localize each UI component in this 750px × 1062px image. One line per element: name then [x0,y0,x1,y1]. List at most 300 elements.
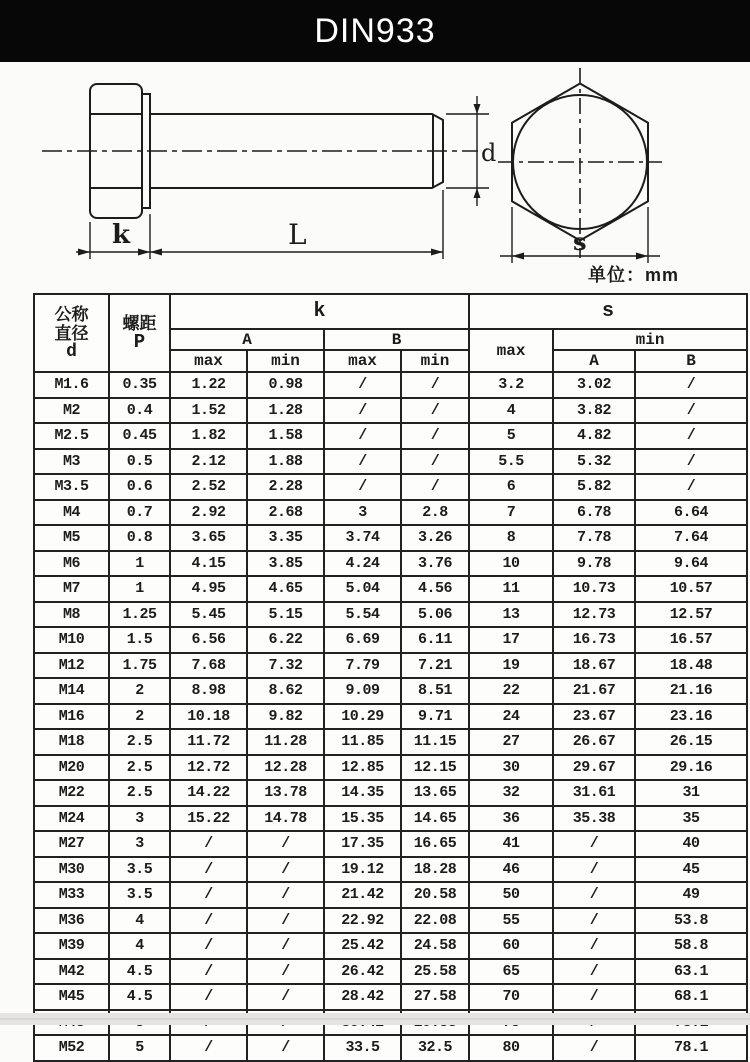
table-cell: / [247,857,324,883]
table-cell: 70 [469,984,553,1010]
row-label: M45 [34,984,109,1010]
table-cell: 10.73 [553,576,635,602]
table-cell: 10.57 [635,576,747,602]
table-cell: 0.4 [109,398,170,424]
row-label: M6 [34,551,109,577]
row-label: M42 [34,959,109,985]
table-cell: / [401,398,469,424]
col-header-k-b-max: max [324,350,401,372]
table-cell: 0.98 [247,372,324,398]
table-cell: 11.72 [170,729,247,755]
table-cell: / [553,882,635,908]
row-label: M5 [34,525,109,551]
table-cell: 7.68 [170,653,247,679]
arrow-k-right [150,249,162,256]
table-cell: 50 [469,882,553,908]
table-row [34,423,747,449]
col-header-k-a-min: min [247,350,324,372]
table-cell: 3.82 [553,398,635,424]
table-cell: 18.48 [635,653,747,679]
table-cell: 3.02 [553,372,635,398]
table-cell: 8.51 [401,678,469,704]
row-label: M22 [34,780,109,806]
table-cell: 32 [469,780,553,806]
table-row [34,500,747,526]
table-cell: 26.42 [324,959,401,985]
table-cell: 30 [469,755,553,781]
table-cell: 1 [109,551,170,577]
table-cell: 5.06 [401,602,469,628]
table-cell: 5.04 [324,576,401,602]
table-cell: 11 [469,576,553,602]
table-cell: 6.22 [247,627,324,653]
table-cell: 28.42 [324,984,401,1010]
table-cell: 12.85 [324,755,401,781]
table-cell: 45 [635,857,747,883]
table-cell: 19 [469,653,553,679]
col-header-s-min-b: B [635,350,747,372]
table-cell: 29.16 [635,755,747,781]
pitch-symbol: P [133,331,146,353]
arrow-s-left [512,253,524,260]
table-cell: 0.7 [109,500,170,526]
table-cell: 17 [469,627,553,653]
table-cell: 3.35 [247,525,324,551]
row-label: M24 [34,806,109,832]
table-cell: / [401,474,469,500]
table-cell: 3.85 [247,551,324,577]
table-cell: 22.08 [401,908,469,934]
table-cell: 5.45 [170,602,247,628]
table-cell: 78.1 [635,1035,747,1061]
table-cell: 3.5 [109,857,170,883]
pitch-label: 螺距 [122,314,157,333]
table-cell: 9.78 [553,551,635,577]
table-cell: / [324,449,401,475]
table-cell: 15.22 [170,806,247,832]
dim-d-label: d [481,139,497,167]
table-cell: 11.15 [401,729,469,755]
table-cell: 1.52 [170,398,247,424]
table-cell: / [170,857,247,883]
table-cell: 4.56 [401,576,469,602]
table-cell: 23.16 [635,704,747,730]
table-cell: / [247,831,324,857]
row-label: M18 [34,729,109,755]
table-cell: 2.68 [247,500,324,526]
table-cell: 8.98 [170,678,247,704]
table-body [34,372,747,1061]
table-cell: 4.24 [324,551,401,577]
table-cell: / [553,908,635,934]
title-banner [0,0,750,62]
table-row [34,755,747,781]
table-cell: 0.45 [109,423,170,449]
table-cell: / [401,449,469,475]
row-label: M52 [34,1035,109,1061]
table-cell: 4 [109,908,170,934]
row-label: M3.5 [34,474,109,500]
table-cell: 18.28 [401,857,469,883]
table-cell: 8 [469,525,553,551]
table-cell: 3.76 [401,551,469,577]
row-label: M8 [34,602,109,628]
table-row [34,729,747,755]
table-cell: 12.57 [635,602,747,628]
table-cell: 25.58 [401,959,469,985]
table-cell: / [553,984,635,1010]
table-cell: 20.58 [401,882,469,908]
table-cell: 1.5 [109,627,170,653]
row-label: M12 [34,653,109,679]
table-cell: 13.65 [401,780,469,806]
row-label: M4 [34,500,109,526]
table-row [34,933,747,959]
table-cell: 18.67 [553,653,635,679]
col-group-k: k [170,294,469,329]
table-cell: / [247,984,324,1010]
table-cell: / [324,423,401,449]
table-cell: / [401,372,469,398]
table-cell: 22 [469,678,553,704]
nominal-diameter-line2: 直径 [54,323,89,343]
table-cell: 2 [109,678,170,704]
table-cell: 21.16 [635,678,747,704]
table-cell: 7 [469,500,553,526]
table-cell: 6.78 [553,500,635,526]
row-label: M2.5 [34,423,109,449]
table-cell: 10.29 [324,704,401,730]
table-cell: 16.57 [635,627,747,653]
table-cell: 3.5 [109,882,170,908]
table-row [34,984,747,1010]
table-cell: / [553,933,635,959]
table-cell: 1.28 [247,398,324,424]
table-cell: 26.15 [635,729,747,755]
table-cell: 3.26 [401,525,469,551]
col-group-k-b: B [324,329,469,350]
table-cell: 12.28 [247,755,324,781]
table-cell: 7.78 [553,525,635,551]
table-cell: 7.79 [324,653,401,679]
table-cell: / [170,908,247,934]
table-cell: 3.65 [170,525,247,551]
table-cell: 0.8 [109,525,170,551]
arrow-k-left [78,249,90,256]
row-label: M39 [34,933,109,959]
table-cell: 5.32 [553,449,635,475]
table-cell: 15.35 [324,806,401,832]
table-cell: 1.22 [170,372,247,398]
arrow-d-bottom [474,188,481,198]
col-header-nominal-diameter [34,294,109,372]
row-label: M1.6 [34,372,109,398]
table-cell: 4.5 [109,959,170,985]
table-cell: 10.18 [170,704,247,730]
table-cell: 17.35 [324,831,401,857]
table-cell: 1.82 [170,423,247,449]
table-cell: 27 [469,729,553,755]
col-group-s-min: min [553,329,747,350]
table-cell: 1.75 [109,653,170,679]
table-cell: / [553,1035,635,1061]
table-cell: 3 [109,831,170,857]
table-cell: 53.8 [635,908,747,934]
table-row [34,831,747,857]
table-cell: 13 [469,602,553,628]
table-cell: 23.67 [553,704,635,730]
table-cell: 35 [635,806,747,832]
table-cell: 4.5 [109,984,170,1010]
table-cell: 41 [469,831,553,857]
table-cell: 68.1 [635,984,747,1010]
row-label: M14 [34,678,109,704]
table-cell: 14.78 [247,806,324,832]
arrow-d-top [474,104,481,114]
bolt-drawing-svg [0,62,750,292]
table-cell: 1.58 [247,423,324,449]
table-cell: 0.5 [109,449,170,475]
arrow-l-left [138,249,150,256]
table-cell: / [324,474,401,500]
arrow-s-right [636,253,648,260]
row-label: M30 [34,857,109,883]
table-cell: 9.09 [324,678,401,704]
table-cell: / [247,959,324,985]
table-cell: 21.67 [553,678,635,704]
table-cell: 6.64 [635,500,747,526]
table-cell: 4.95 [170,576,247,602]
table-cell: 9.64 [635,551,747,577]
table-row [34,882,747,908]
table-row [34,1035,747,1061]
table-cell: 4.15 [170,551,247,577]
technical-drawing [0,62,750,292]
table-cell: 3 [109,806,170,832]
table-cell: 6.11 [401,627,469,653]
table-cell: 5.5 [469,449,553,475]
table-cell: 33.5 [324,1035,401,1061]
table-cell: 3 [324,500,401,526]
table-cell: 55 [469,908,553,934]
table-cell: / [247,933,324,959]
table-cell: 12.72 [170,755,247,781]
row-label: M33 [34,882,109,908]
table-row [34,398,747,424]
table-cell: 8.62 [247,678,324,704]
table-cell: / [324,372,401,398]
row-label: M27 [34,831,109,857]
table-cell: 2.52 [170,474,247,500]
table-row [34,551,747,577]
table-row [34,908,747,934]
dim-s-label: s [573,227,587,256]
col-group-k-a: A [170,329,324,350]
table-cell: 13.78 [247,780,324,806]
table-cell: 14.35 [324,780,401,806]
table-cell: 22.92 [324,908,401,934]
dim-k-label: k [112,220,131,250]
col-header-s-max: max [469,329,553,372]
table-cell: 3.2 [469,372,553,398]
table-cell: 31.61 [553,780,635,806]
table-cell: 9.82 [247,704,324,730]
table-cell: 7.32 [247,653,324,679]
table-cell: 58.8 [635,933,747,959]
table-cell: 4.65 [247,576,324,602]
table-cell: 6.69 [324,627,401,653]
row-label: M36 [34,908,109,934]
table-cell: 2 [109,704,170,730]
table-cell: 1.25 [109,602,170,628]
table-cell: / [170,984,247,1010]
table-cell: / [170,882,247,908]
table-row [34,602,747,628]
table-cell: 16.65 [401,831,469,857]
table-cell: 10 [469,551,553,577]
table-cell: 26.67 [553,729,635,755]
table-cell: 4 [469,398,553,424]
table-cell: 12.73 [553,602,635,628]
table-cell: 6 [469,474,553,500]
table-cell: 9.71 [401,704,469,730]
table-row [34,525,747,551]
table-cell: 2.92 [170,500,247,526]
table-cell: / [170,1035,247,1061]
table-row [34,857,747,883]
table-cell: / [247,882,324,908]
nominal-diameter-line1: 公称 [54,304,89,324]
table-cell: / [635,474,747,500]
table-cell: 46 [469,857,553,883]
table-cell: / [635,398,747,424]
unit-label: 单位：mm [588,265,680,285]
col-header-k-b-min: min [401,350,469,372]
col-header-pitch [109,294,170,372]
table-cell: / [553,831,635,857]
table-cell: 31 [635,780,747,806]
table-cell: 5.82 [553,474,635,500]
table-cell: / [635,449,747,475]
table-cell: 5 [469,423,553,449]
nominal-diameter-symbol: d [66,341,77,362]
table-cell: 19.12 [324,857,401,883]
table-cell: 2.5 [109,755,170,781]
table-row [34,704,747,730]
table-header [34,294,747,372]
table-cell: 7.64 [635,525,747,551]
col-header-s-min-a: A [553,350,635,372]
table-row [34,806,747,832]
arrow-l-right [431,249,443,256]
table-cell: / [247,1035,324,1061]
table-cell: 1 [109,576,170,602]
table-cell: / [170,831,247,857]
row-label: M10 [34,627,109,653]
table-cell: 6.56 [170,627,247,653]
page-title: DIN933 [314,11,436,50]
table-cell: 24.58 [401,933,469,959]
row-label: M7 [34,576,109,602]
table-cell: / [170,959,247,985]
table-row [34,678,747,704]
table-cell: 7.21 [401,653,469,679]
table-cell: 4 [109,933,170,959]
table-cell: / [553,959,635,985]
table-cell: / [635,423,747,449]
row-label: M16 [34,704,109,730]
table-row [34,449,747,475]
table-cell: 49 [635,882,747,908]
table-cell: 27.58 [401,984,469,1010]
table-cell: 4.82 [553,423,635,449]
table-cell: 29.67 [553,755,635,781]
col-header-k-a-max: max [170,350,247,372]
table-row [34,627,747,653]
table-cell: / [401,423,469,449]
table-cell: / [170,933,247,959]
table-cell: / [635,372,747,398]
table-cell: 0.6 [109,474,170,500]
row-label: M3 [34,449,109,475]
table-cell: 5.54 [324,602,401,628]
table-cell: 40 [635,831,747,857]
table-row [34,959,747,985]
table-cell: 2.5 [109,780,170,806]
table-cell: 36 [469,806,553,832]
table-cell: 11.28 [247,729,324,755]
table-cell: 80 [469,1035,553,1061]
table-cell: 2.5 [109,729,170,755]
table-row [34,372,747,398]
table-cell: 63.1 [635,959,747,985]
table-cell: 2.12 [170,449,247,475]
table-cell: 65 [469,959,553,985]
table-cell: 2.28 [247,474,324,500]
table-row [34,653,747,679]
table-cell: 14.22 [170,780,247,806]
table-cell: 25.42 [324,933,401,959]
table-cell: 5.15 [247,602,324,628]
row-label: M20 [34,755,109,781]
table-row [34,576,747,602]
table-cell: / [553,857,635,883]
table-cell: 12.15 [401,755,469,781]
table-cell: / [247,908,324,934]
table-cell: 3.74 [324,525,401,551]
table-cell: 24 [469,704,553,730]
table-cell: 14.65 [401,806,469,832]
table-cell: 32.5 [401,1035,469,1061]
table-cell: / [324,398,401,424]
table-cell: 60 [469,933,553,959]
footer-divider [0,1018,750,1020]
dimension-table [33,293,748,1062]
table-cell: 35.38 [553,806,635,832]
table-cell: 1.88 [247,449,324,475]
col-group-s: s [469,294,747,329]
table-cell: 11.85 [324,729,401,755]
table-cell: 16.73 [553,627,635,653]
table-cell: 21.42 [324,882,401,908]
table-cell: 0.35 [109,372,170,398]
row-label: M2 [34,398,109,424]
table-row [34,474,747,500]
table-cell: 2.8 [401,500,469,526]
dim-l-label: L [288,218,307,251]
table-row [34,780,747,806]
table-cell: 5 [109,1035,170,1061]
